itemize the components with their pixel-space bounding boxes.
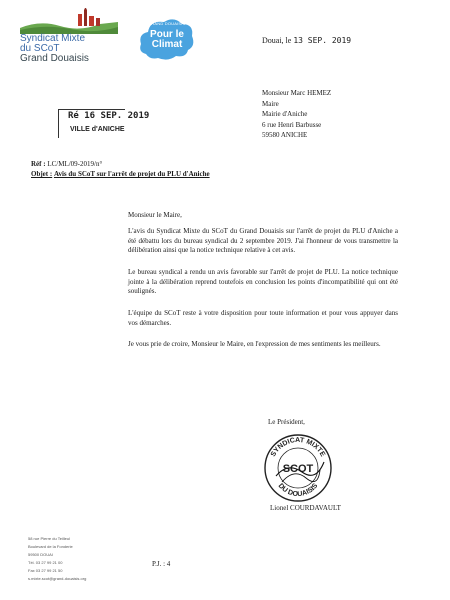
- footer-line-4: Tél. 03 27 99 21 00: [28, 560, 63, 565]
- addressee-title: Maire: [262, 99, 279, 108]
- reference-line: [31, 160, 102, 168]
- objet-label: Objet :: [31, 170, 53, 178]
- signer-name: Lionel COURDAVAULT: [270, 504, 341, 512]
- logo-line-3: Grand Douaisis: [20, 53, 89, 64]
- paragraph-4: Je vous prie de croire, Monsieur le Maire, en l'expression de mes sentiments les meilleurs.: [128, 340, 381, 348]
- date-prefix: Douai, le: [262, 36, 292, 45]
- addressee-street: 6 rue Henri Barbusse: [262, 120, 322, 129]
- logo-text: [20, 34, 89, 64]
- footer-line-1: 58 rue Pierre du Teilleul: [28, 536, 70, 541]
- date-line: [262, 36, 351, 45]
- paragraph-1: L'avis du Syndicat Mixte du SCoT du Grand Douaisis sur l'arrêt de projet du PLU d'Aniche a été débattu lors du bureau syndical du 2 septembre 2019. J'ai l'honneur de vous transmettre la délibération ainsi que la notice technique relative à cet avis.: [128, 227, 398, 254]
- stamp-date-value: 16 SEP. 2019: [84, 111, 150, 121]
- footer-line-5: Fax 03 27 99 21 50: [28, 568, 63, 573]
- paragraph-3: L'équipe du SCoT reste à votre disposition pour toute information et pour vous appuyer dans vos démarches.: [128, 309, 398, 327]
- addressee-city: 59580 ANICHE: [262, 131, 308, 139]
- badge-small-text: GRAND DOUAISIS: [148, 21, 186, 26]
- footer-line-6: s.mixte.scot@grand-douaisis.org: [28, 576, 87, 581]
- footer-line-2: Boulevard de la Fonderie: [28, 544, 73, 549]
- official-seal-icon: [262, 432, 334, 504]
- footer-address: [28, 535, 86, 583]
- received-stamp: [58, 109, 150, 139]
- city-skyline-icon: [20, 8, 118, 34]
- seal-top-text: SYNDICAT MIXTE: [269, 436, 327, 459]
- footer-line-3: 59500 DOUAI: [28, 552, 53, 557]
- addressee-org: Mairie d'Aniche: [262, 110, 308, 118]
- stamp-prefix: Ré: [68, 111, 79, 121]
- seal-bottom-text: DU DOUAISIS: [276, 482, 320, 499]
- logo-line-1: Syndicat Mixte: [20, 33, 86, 44]
- stamp-ville: VILLE d'ANICHE: [70, 126, 125, 133]
- addressee-block: [262, 88, 331, 141]
- reference-label: Réf :: [31, 160, 46, 168]
- addressee-name: Monsieur Marc HEMEZ: [262, 89, 332, 97]
- stamp-date: [68, 111, 149, 121]
- reference-value: LC/ML/09-2019/n°: [47, 160, 103, 168]
- seal-center-text: SCOT: [282, 463, 314, 475]
- signature-title: Le Président,: [268, 418, 305, 426]
- attachments-count: P.J. : 4: [152, 560, 171, 568]
- svg-text:DU DOUAISIS: [277, 482, 320, 498]
- logo-syndicat-mixte: [20, 8, 118, 68]
- objet-text: Avis du SCoT sur l'arrêt de projet du PLU d'Aniche: [53, 170, 210, 178]
- objet-line: [31, 170, 210, 178]
- badge-main-text: Pour le Climat: [150, 29, 184, 50]
- date-stamp: 13 SEP. 2019: [293, 36, 352, 45]
- climate-badge: [138, 16, 196, 62]
- salutation: Monsieur le Maire,: [128, 211, 182, 219]
- logo-line-2: du SCoT: [20, 43, 60, 54]
- paragraph-2: Le bureau syndical a rendu un avis favorable sur l'arrêt de projet de PLU. La notice technique jointe à la délibération reprend toutefois en conclusion les points d'incompatibilité qui ont été soulignés.: [128, 268, 398, 295]
